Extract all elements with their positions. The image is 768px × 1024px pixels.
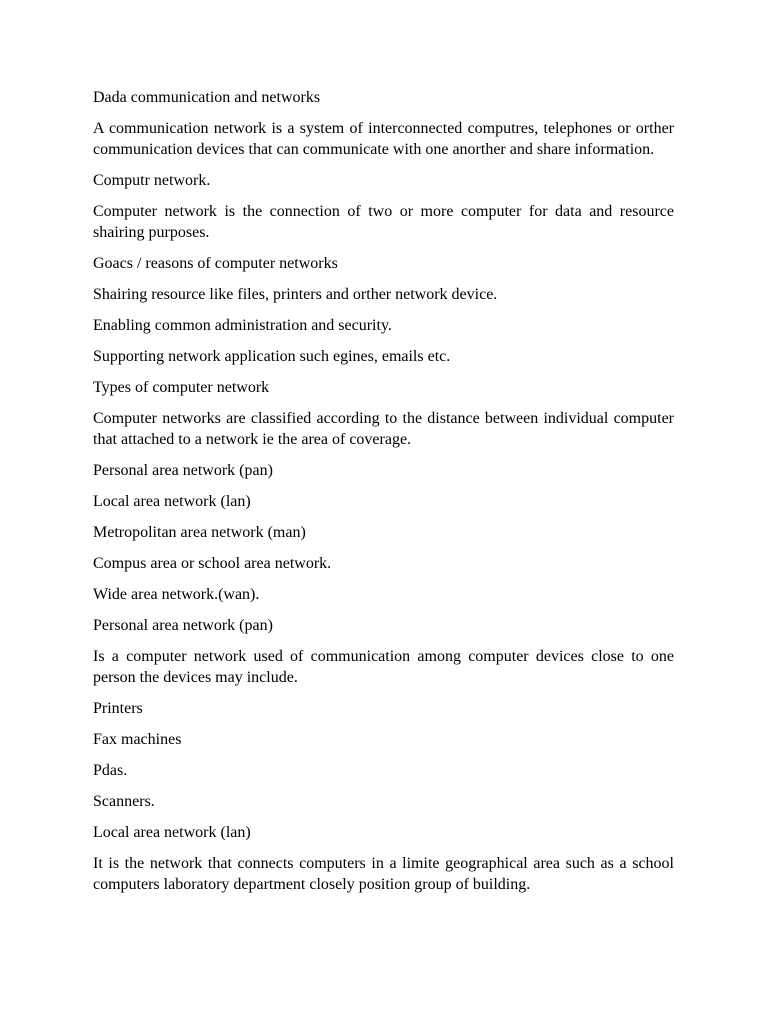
section-heading: Types of computer network xyxy=(93,379,270,396)
document-title: Dada communication and networks xyxy=(93,89,321,106)
list-item: Metropolitan area network (man) xyxy=(93,524,306,541)
list-item: Fax machines xyxy=(93,731,182,748)
list-item: Pdas. xyxy=(93,762,128,779)
list-item: Enabling common administration and security. xyxy=(93,317,392,334)
list-item: Scanners. xyxy=(93,793,155,810)
paragraph: Computer networks are classified according to the distance between individual computer that attached to a network ie the area of coverage. xyxy=(93,410,674,448)
list-item: Compus area or school area network. xyxy=(93,555,332,572)
section-heading: Personal area network (pan) xyxy=(93,617,273,634)
paragraph: It is the network that connects computers in a limite geographical area such as a school computers laboratory department closely position group of building. xyxy=(93,855,674,893)
list-item: Local area network (lan) xyxy=(93,493,251,510)
section-heading: Computr network. xyxy=(93,172,211,189)
paragraph: Is a computer network used of communication among computer devices close to one person the devices may include. xyxy=(93,648,674,686)
document-page xyxy=(93,87,674,905)
paragraph: A communication network is a system of interconnected computres, telephones or orther communication devices that can communicate with one anorther and share information. xyxy=(93,120,674,158)
section-heading: Local area network (lan) xyxy=(93,824,251,841)
paragraph: Computer network is the connection of two or more computer for data and resource shairing purposes. xyxy=(93,203,674,241)
list-item: Shairing resource like files, printers and orther network device. xyxy=(93,286,498,303)
list-item: Supporting network application such egines, emails etc. xyxy=(93,348,451,365)
list-item: Printers xyxy=(93,700,143,717)
section-heading: Goacs / reasons of computer networks xyxy=(93,255,338,272)
list-item: Wide area network.(wan). xyxy=(93,586,260,603)
list-item: Personal area network (pan) xyxy=(93,462,273,479)
